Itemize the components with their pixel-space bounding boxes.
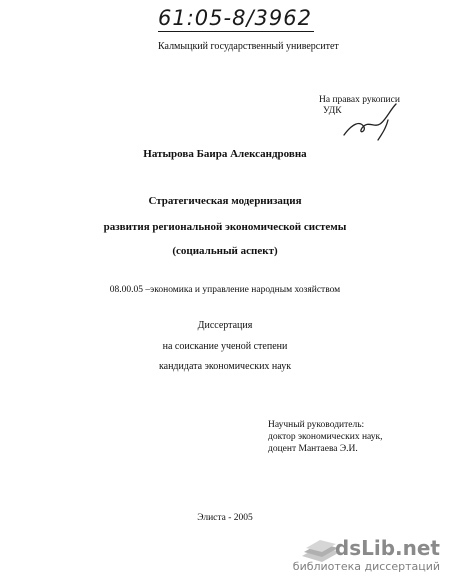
city-year: Элиста - 2005 [197,513,253,523]
watermark-logo: dsLib.net [334,536,440,560]
handwritten-catalog-code: 61:05-8/3962 [158,6,312,30]
supervisor-name: доцент Мантаева Э.И. [268,444,358,454]
specialty-code: 08.00.05 –экономика и управление народным хозяйством [109,285,341,295]
university-name: Калмыцкий государственный университет [158,41,339,52]
degree-name: кандидата экономических наук [158,361,292,372]
udk-label: УДК [323,106,342,116]
supervisor-degree: доктор экономических наук, [268,432,383,442]
supervisor-heading: Научный руководитель: [268,420,365,430]
watermark-subtitle: библиотека диссертаций [292,560,440,573]
manuscript-rights-note: На правах рукописи [319,95,400,105]
watermark [293,537,440,573]
dissertation-label: Диссертация [197,320,253,331]
author-name: Натырова Баира Александровна [143,148,307,160]
degree-line: на соискание ученой степени [162,341,288,352]
title-line-3: (социальный аспект) [172,245,278,257]
title-line-2: развития региональной экономической системы [103,221,347,233]
title-line-1: Стратегическая модернизация [148,195,302,207]
handwritten-signature [338,102,408,142]
